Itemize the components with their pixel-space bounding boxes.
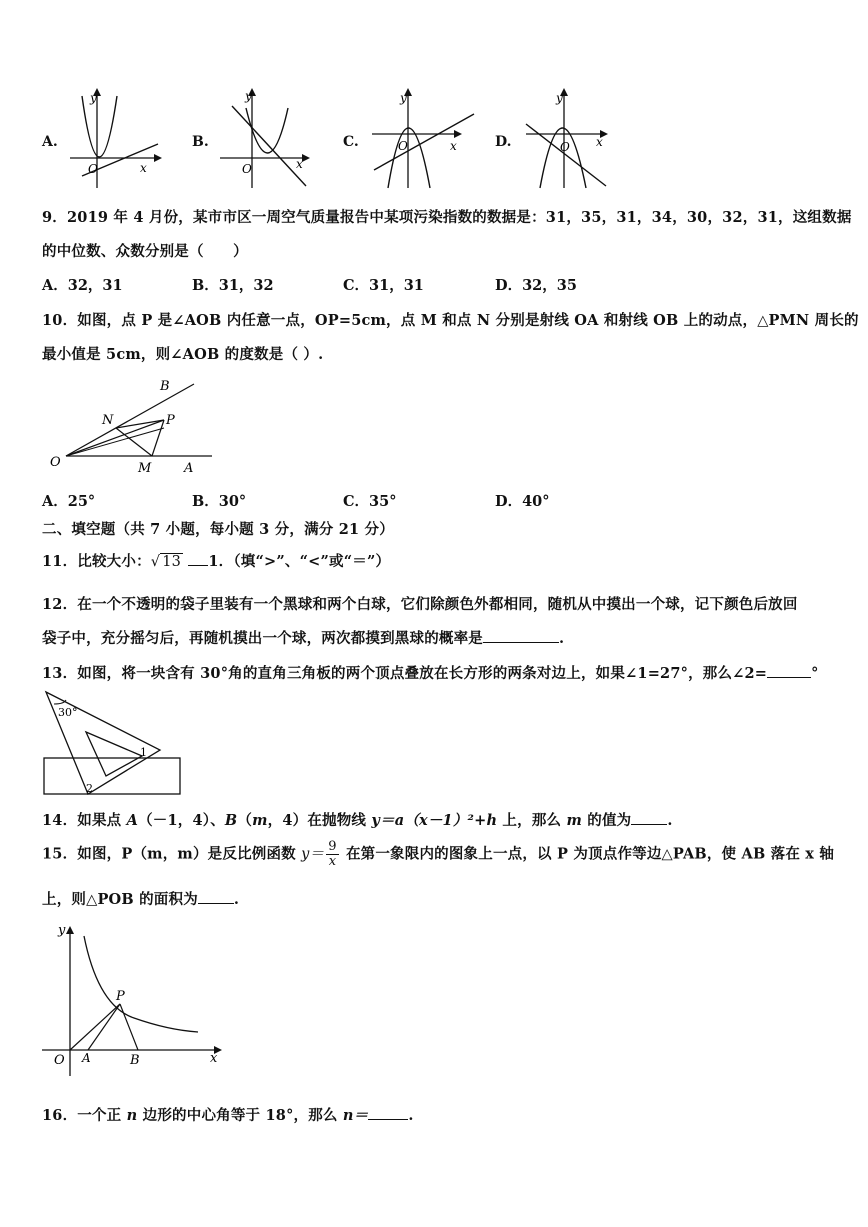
svg-text:O: O (50, 455, 61, 470)
option-d: D．40° (495, 493, 550, 510)
question-11 (42, 550, 390, 571)
svg-text:M: M (138, 461, 152, 476)
svg-text:x: x (296, 157, 303, 171)
graph-c (368, 88, 478, 188)
option-c: C．35° (343, 493, 397, 510)
question-12-line-1: 12．在一个不透明的袋子里装有一个黑球和两个白球，它们除颜色外都相同，随机从中摸出一个球，记下颜色后放回 (42, 596, 798, 613)
option-a: A．25° (42, 493, 96, 510)
svg-text:O: O (88, 162, 98, 176)
option-c: C．31，31 (343, 277, 424, 294)
svg-text:O: O (560, 140, 570, 154)
question-15-line-1: 15．如图，P（m，m）是反比例函数 y＝ $\frac{9}{x}$ 在第一象限内的图象上一点，以 P 为顶点作等边△PAB，使 AB 落在 x 轴 (42, 839, 835, 869)
option-b: B．30° (192, 493, 247, 510)
option-d: D．32，35 (495, 277, 577, 294)
answer-blank[interactable] (631, 810, 667, 825)
question-16: 16．一个正 n 边形的中心角等于 18°，那么 n＝ . (42, 1107, 414, 1124)
svg-text:y: y (245, 89, 252, 103)
svg-text:O: O (242, 162, 252, 176)
svg-text:A: A (82, 1051, 91, 1065)
option-b: B．31，32 (192, 277, 274, 294)
svg-text:x: x (210, 1051, 218, 1066)
svg-text:A: A (184, 461, 194, 476)
svg-text:N: N (102, 413, 114, 428)
graph-d (522, 88, 622, 188)
answer-blank[interactable] (483, 628, 559, 643)
question-10-line-1: 10．如图，点 P 是∠AOB 内任意一点，OP=5cm，点 M 和点 N 分别是射线 OA 和射线 OB 上的动点，△PMN 周长的 (42, 312, 859, 329)
svg-text:B: B (130, 1053, 140, 1068)
svg-text:1: 1 (140, 746, 147, 759)
svg-text:x: x (450, 139, 457, 153)
section-title: 二、填空题（共 7 小题，每小题 3 分，满分 21 分） (42, 521, 394, 538)
question-12-line-2: 袋子中，充分摇匀后，再随机摸出一个球，两次都摸到黑球的概率是 . (42, 630, 565, 647)
question-13: 13．如图，将一块含有 30°角的直角三角板的两个顶点叠放在长方形的两条对边上，如果∠1=27°，那么∠2= ° (42, 665, 819, 682)
graph-a (62, 88, 162, 188)
svg-text:P: P (166, 413, 175, 428)
svg-text:30°: 30° (58, 706, 78, 719)
svg-text:y: y (90, 91, 97, 105)
question-14: 14．如果点 A（－1，4）、B（m，4）在抛物线 y＝a（x－1）²+h 上，那么 m 的值为 . (42, 812, 673, 829)
option-label: D. (495, 134, 512, 150)
svg-text:y: y (400, 91, 407, 105)
sqrt-13: √ 13 (150, 554, 182, 570)
figure-reciprocal-function (38, 920, 228, 1080)
question-9-line-1: 9．2019 年 4 月份，某市市区一周空气质量报告中某项污染指数的数据是：31，35，31，34，30，32，31，这组数据 (42, 209, 852, 226)
graph-b (216, 88, 316, 188)
answer-blank[interactable] (368, 1105, 408, 1120)
answer-blank[interactable] (188, 551, 208, 566)
svg-text:x: x (140, 161, 147, 175)
question-9-line-2: 的中位数、众数分别是（ ） (42, 243, 248, 260)
answer-blank[interactable] (198, 889, 234, 904)
svg-text:x: x (596, 135, 603, 149)
svg-text:P: P (116, 989, 125, 1004)
question-10-line-2: 最小值是 5cm，则∠AOB 的度数是（ ）. (42, 346, 324, 363)
svg-text:y: y (58, 923, 66, 938)
svg-text:O: O (398, 139, 408, 153)
figure-triangle-rectangle (40, 690, 185, 798)
option-a: A．32，31 (42, 277, 123, 294)
option-label: B. (192, 134, 209, 150)
svg-text:2: 2 (86, 782, 93, 795)
svg-text:y: y (556, 91, 563, 105)
question-11-prefix: 11．比较大小： (42, 553, 151, 570)
option-label: A. (42, 134, 58, 150)
question-11-suffix: 1．（填“>”、“<”或“＝”） (208, 553, 391, 570)
option-label: C. (343, 134, 359, 150)
question-15-line-2: 上，则△POB 的面积为 . (42, 891, 240, 908)
answer-blank[interactable] (767, 663, 811, 678)
figure-angle-aob (44, 376, 234, 476)
svg-text:O: O (54, 1053, 65, 1068)
fraction-9-over-x: $\frac{9}{x}$ (328, 839, 337, 869)
svg-text:B: B (160, 379, 170, 394)
